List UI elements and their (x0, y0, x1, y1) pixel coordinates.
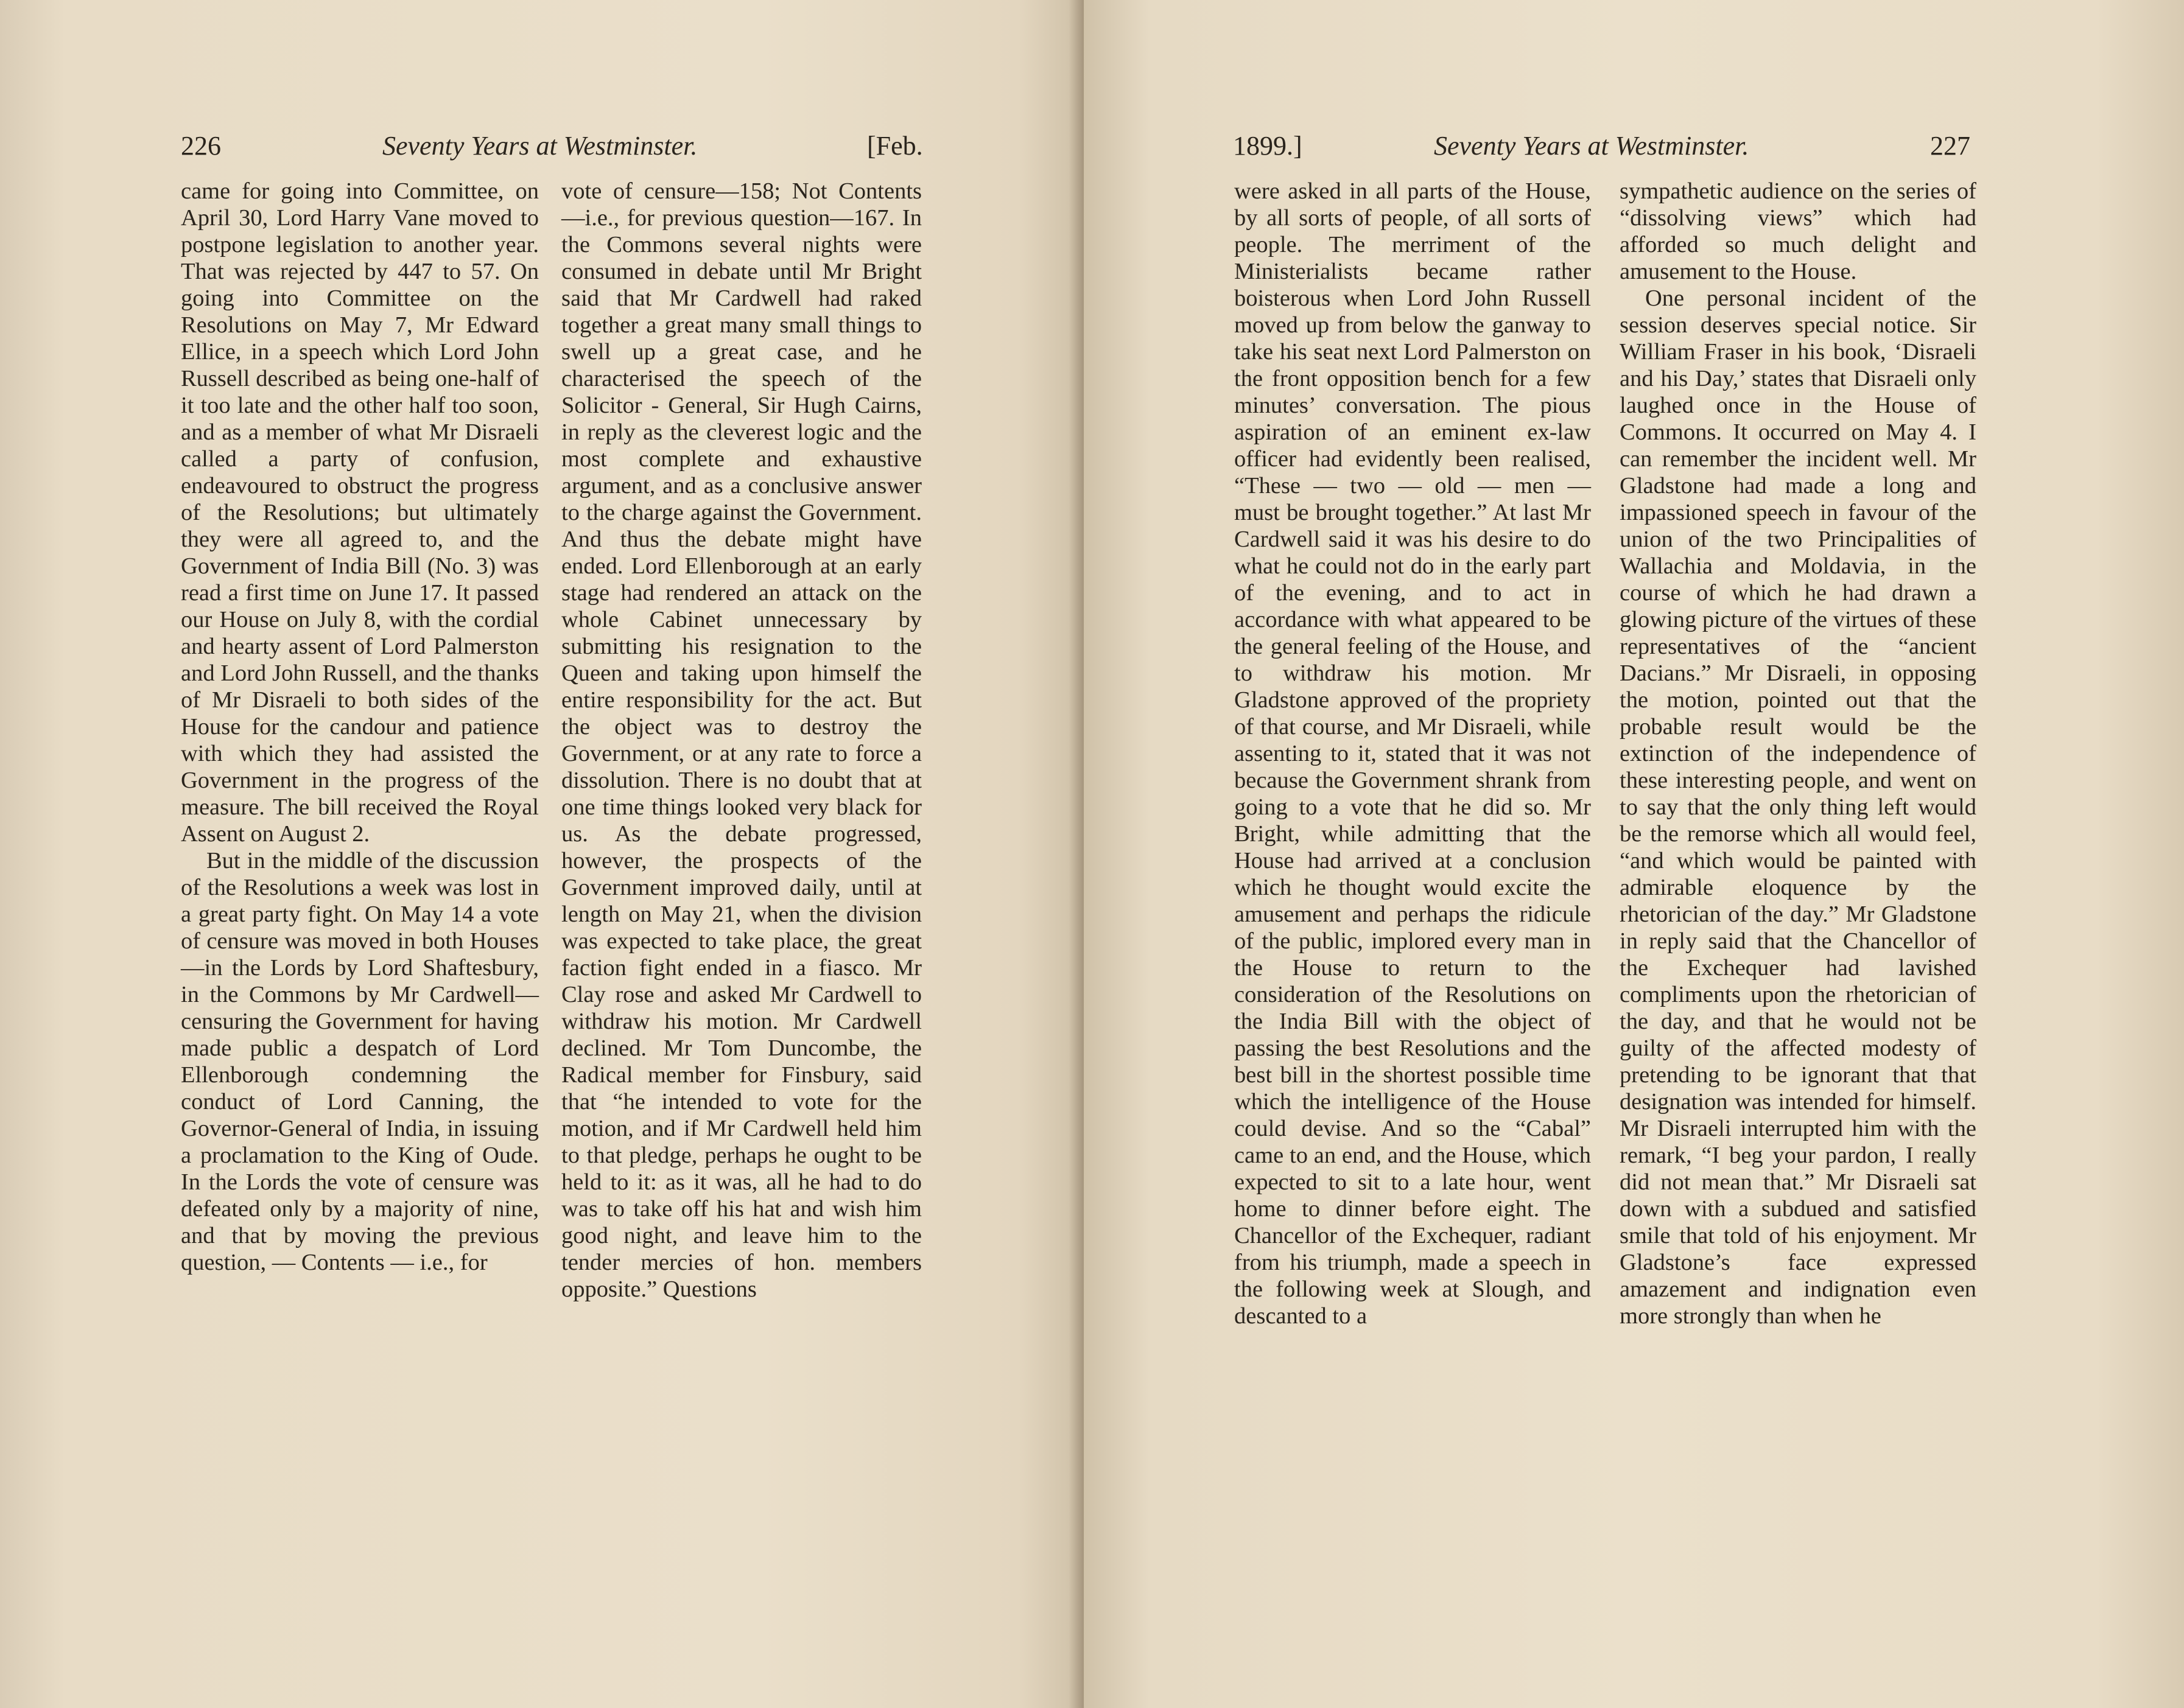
paragraph: came for going into Committee, on April 30, Lord Harry Vane moved to postpone legislation to another year. That was rejected by 447 to 57. On going into Committee on the Resolutions on May 7, Mr Edward Ellice, in a speech which Lord John Russell described as being one-half of it too late and the other half too soon, and as a member of what Mr Disraeli called a party of confusion, endeavoured to obstruct the progress of the Resolutions; but ultimately they were all agreed to, and the Government of India Bill (No. 3) was read a first time on June 17. It passed our House on July 8, with the cordial and hearty assent of Lord Palmerston and Lord John Russell, and the thanks of Mr Disraeli to both sides of the House for the candour and patience with which they had assisted the Government in the progress of the measure. The bill received the Royal Assent on August 2. (181, 178, 539, 847)
running-title: Seventy Years at Westminster. (382, 131, 698, 161)
right-page (1084, 0, 2184, 1708)
right-page-column-1 (1234, 178, 1591, 1329)
page-number: 227 (1930, 131, 1970, 161)
right-page-header (1084, 125, 2184, 167)
paragraph: But in the middle of the discussion of the Resolutions a week was lost in a great party fight. On May 14 a vote of censure was moved in both Houses—in the Lords by Lord Shaftesbury, in the Commons by Mr Cardwell—censuring the Government for having made public a despatch of Lord Ellenborough condemning the conduct of Lord Canning, the Governor-General of India, in issuing a proclamation to the King of Oude. In the Lords the vote of censure was defeated only by a majority of nine, and that by moving the previous question, — Contents — i.e., for (181, 848, 539, 1275)
left-page-column-1 (181, 178, 539, 1276)
paragraph: sympathetic audience on the series of “dissolving views” which had afforded so much delight and amusement to the House. (1620, 178, 1976, 284)
running-title: Seventy Years at Westminster. (1434, 131, 1749, 161)
left-page-column-2 (561, 178, 922, 1303)
left-page-header (0, 125, 1084, 167)
paragraph: One personal incident of the session deserves special notice. Sir William Fraser in his book, ‘Disraeli and his Day,’ states that Disraeli only laughed once in the House of Commons. It occurred on May 4. I can remember the incident well. Mr Gladstone had made a long and impassioned speech in favour of the union of the two Principalities of Wallachia and Moldavia, in the course of which he had drawn a glowing picture of the virtues of these representatives of the “ancient Dacians.” Mr Disraeli, in opposing the motion, pointed out that the probable result would be the extinction of the independence of these interesting people, and went on to say that the only thing left would be the remorse which all would feel, “and which would be painted with admirable eloquence by the rhetorician of the day.” Mr Gladstone in reply said that the Chancellor of the Exchequer had lavished compliments upon the rhetorician of the day, and that he would not be guilty of the affected modesty of pretending to be ignorant that that designation was intended for himself. Mr Disraeli interrupted him with the remark, “I beg your pardon, I really did not mean that.” Mr Disraeli sat down with a subdued and satisfied smile that told of his enjoyment. Mr Gladstone’s face expressed amazement and indignation even more strongly than when he (1620, 285, 1976, 1329)
paragraph: were asked in all parts of the House, by all sorts of people, of all sorts of people. The merriment of the Ministerialists became rather boisterous when Lord John Russell moved up from below the ganway to take his seat next Lord Palmerston on the front opposition bench for a few minutes’ conversation. The pious aspiration of an eminent ex-law officer had evidently been realised, “These — two — old — men — must be brought together.” At last Mr Cardwell said it was his desire to do what he could not do in the early part of the evening, and to act in accordance with what appeared to be the general feeling of the House, and to withdraw his motion. Mr Gladstone approved of the propriety of that course, and Mr Disraeli, while assenting to it, stated that it was not because the Government shrank from going to a vote that he did so. Mr Bright, while admitting that the House had arrived at a conclusion which he thought would excite the amusement and perhaps the ridicule of the public, implored every man in the House to return to the consideration of the Resolutions on the India Bill with the object of passing the best Resolutions and the best bill in the shortest possible time which the intelligence of the House could devise. And so the “Cabal” came to an end, and the House, which expected to sit to a late hour, went home to dinner before eight. The Chancellor of the Exchequer, radiant from his triumph, made a speech in the following week at Slough, and descanted to a (1234, 178, 1591, 1329)
section-mark: [Feb. (867, 131, 923, 161)
left-page (0, 0, 1084, 1708)
page-number: 226 (181, 131, 221, 161)
paragraph: vote of censure—158; Not Contents—i.e., for previous question—167. In the Commons several nights were consumed in debate until Mr Bright said that Mr Cardwell had raked together a great many small things to swell up a great case, and he characterised the speech of the Solicitor - General, Sir Hugh Cairns, in reply as the cleverest logic and the most complete and exhaustive argument, and as a conclusive answer to the charge against the Government. And thus the debate might have ended. Lord Ellenborough at an early stage had rendered an attack on the whole Cabinet unnecessary by submitting his resignation to the Queen and taking upon himself the entire responsibility for the act. But the object was to destroy the Government, or at any rate to force a dissolution. There is no doubt that at one time things looked very black for us. As the debate progressed, however, the prospects of the Government improved daily, until at length on May 21, when the division was expected to take place, the great faction fight ended in a fiasco. Mr Clay rose and asked Mr Cardwell to withdraw his motion. Mr Cardwell declined. Mr Tom Duncombe, the Radical member for Finsbury, said that “he intended to vote for the motion, and if Mr Cardwell held him to that pledge, perhaps he ought to be held to it: as it was, all he had to do was to take off his hat and wish him good night, and leave him to the tender mercies of hon. members opposite.” Questions (561, 178, 922, 1302)
right-page-column-2 (1620, 178, 1976, 1329)
section-mark: 1899.] (1233, 131, 1302, 161)
